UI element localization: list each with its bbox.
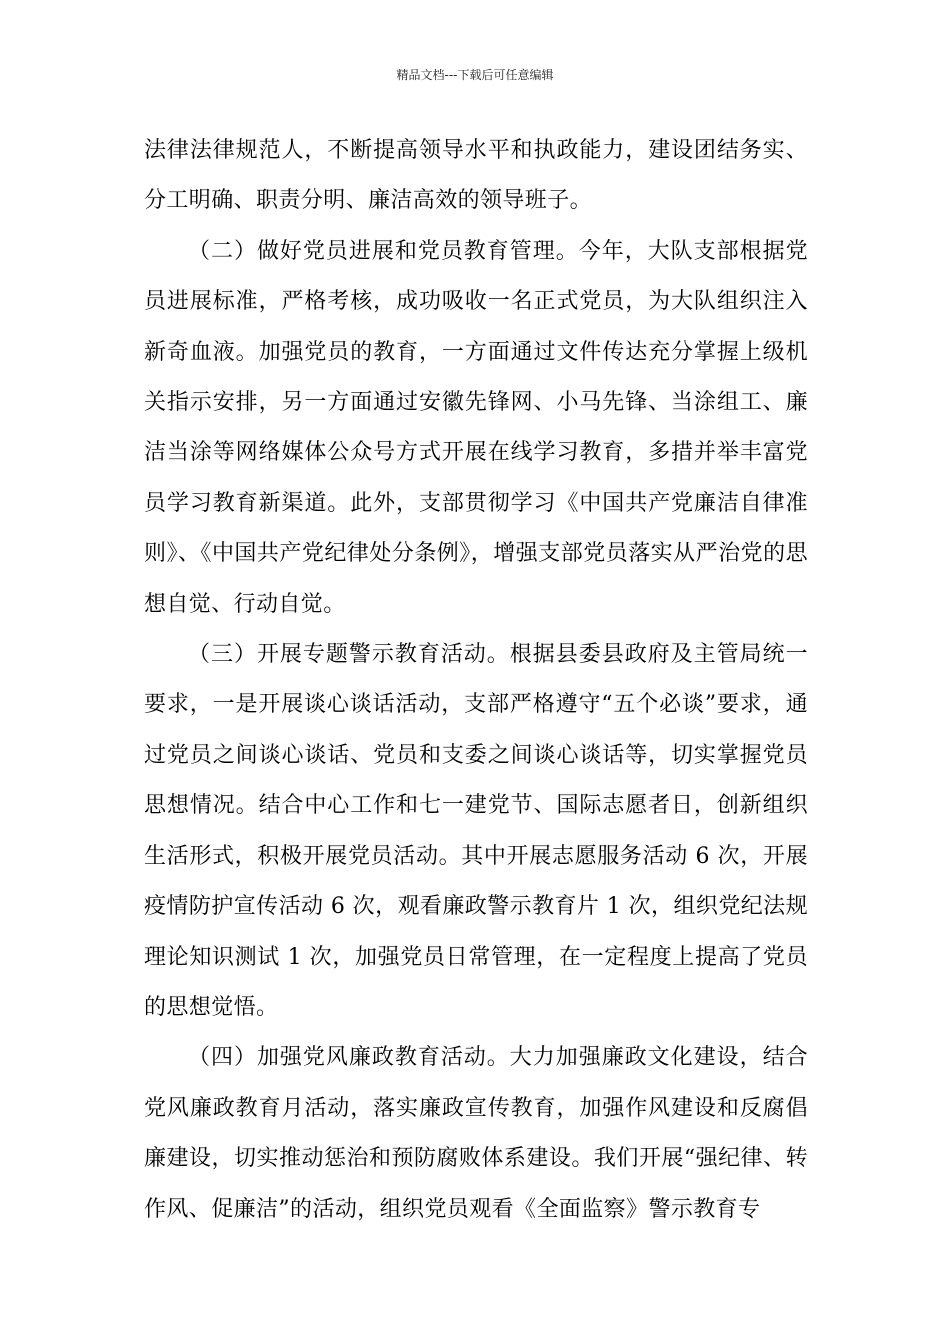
- page-header: 精品文档---下载后可任意编辑: [396, 68, 554, 82]
- paragraph-section-3: （三）开展专题警示教育活动。根据县委县政府及主管局统一要求，一是开展谈心谈话活动，支部严格遵守“五个必谈”要求，通过党员之间谈心谈话、党员和支委之间谈心谈话等，切实掌握党员思想情况。结合中心工作和七一建党节、国际志愿者日，创新组织生活形式，积极开展党员活动。其中开展志愿服务活动 6 次，开展疫情防护宣传活动 6 次，观看廉政警示教育片 1 次，组织党纪法规理论知识测试 1 次，加强党员日常管理，在一定程度上提高了党员的思想觉悟。: [144, 642, 808, 1020]
- document-body: [144, 126, 808, 1235]
- paragraph-section-4: （四）加强党风廉政教育活动。大力加强廉政文化建设，结合党风廉政教育月活动，落实廉政宣传教育，加强作风建设和反腐倡廉建设，切实推动惩治和预防腐败体系建设。我们开展“强纪律、转作风、促廉洁”的活动，组织党员观看《全面监察》警示教育专: [144, 1045, 808, 1222]
- paragraph-continuation: 法律法律规范人，不断提高领导水平和执政能力，建设团结务实、分工明确、职责分明、廉洁高效的领导班子。: [144, 138, 808, 214]
- paragraph-section-2: （二）做好党员进展和党员教育管理。今年，大队支部根据党员进展标准，严格考核，成功吸收一名正式党员，为大队组织注入新奇血液。加强党员的教育，一方面通过文件传达充分掌握上级机关指示安排，另一方面通过安徽先锋网、小马先锋、当涂组工、廉洁当涂等网络媒体公众号方式开展在线学习教育，多措并举丰富党员学习教育新渠道。此外，支部贯彻学习《中国共产党廉洁自律准则》、《中国共产党纪律处分条例》，增强支部党员落实从严治党的思想自觉、行动自觉。: [144, 238, 808, 617]
